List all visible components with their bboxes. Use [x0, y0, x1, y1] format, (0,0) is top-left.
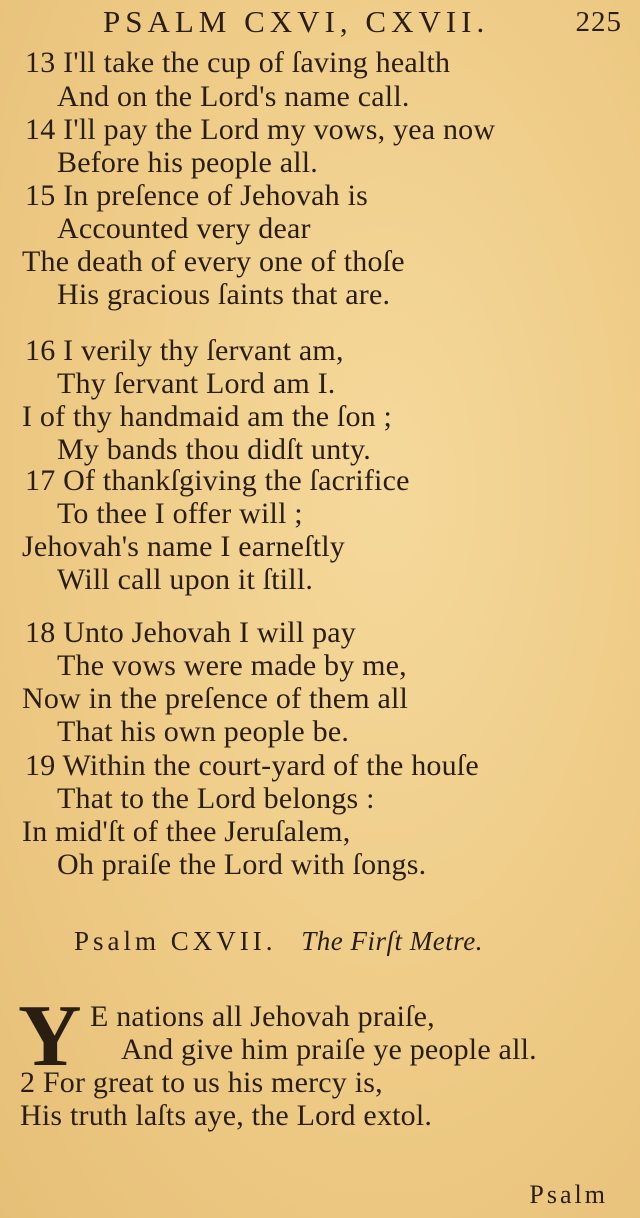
psalm-heading	[74, 926, 483, 957]
verse-line: 16 I verily thy ſervant am,	[25, 334, 344, 367]
verse-line: 18 Unto Jehovah I will pay	[25, 616, 356, 649]
running-head: PSALM CXVI, CXVII.	[103, 4, 490, 39]
verse-line: That his own people be.	[57, 715, 350, 748]
verse-line: Jehovah's name I earneſtly	[22, 530, 345, 563]
verse-line: And give him praiſe ye people all.	[121, 1033, 537, 1066]
page-number: 225	[575, 6, 622, 38]
verse-line: Will call upon it ſtill.	[57, 563, 314, 596]
verse-line: E nations all Jehovah praiſe,	[90, 1000, 435, 1033]
catchword: Psalm	[529, 1180, 608, 1209]
verse-line: The death of every one of thoſe	[22, 245, 405, 278]
verse-line: His truth laſts aye, the Lord extol.	[20, 1099, 433, 1132]
verse-line: Now in the preſence of them all	[22, 682, 409, 715]
verse-line: I of thy handmaid am the ſon ;	[22, 400, 393, 433]
verse-line: 17 Of thankſgiving the ſacrifice	[25, 464, 410, 497]
verse-line: 13 I'll take the cup of ſaving health	[25, 46, 451, 79]
verse-line: 19 Within the court-yard of the houſe	[25, 749, 479, 782]
verse-line: 15 In preſence of Jehovah is	[25, 179, 368, 212]
verse-line: And on the Lord's name call.	[57, 80, 410, 113]
verse-line: In mid'ſt of thee Jeruſalem,	[22, 815, 351, 848]
verse-line: His gracious ſaints that are.	[57, 278, 391, 311]
verse-line: 14 I'll pay the Lord my vows, yea now	[25, 113, 496, 146]
verse-line: To thee I offer will ;	[57, 497, 303, 530]
drop-cap: Y	[18, 988, 82, 1085]
verse-line: Before his people all.	[57, 146, 318, 179]
page-header	[0, 4, 630, 44]
verse-line: My bands thou didſt unty.	[57, 433, 371, 466]
verse-line: That to the Lord belongs :	[57, 782, 375, 815]
verse-line: Accounted very dear	[57, 212, 311, 245]
verse-line: The vows were made by me,	[57, 649, 407, 682]
verse-line: 2 For great to us his mercy is,	[20, 1066, 383, 1099]
psalm-heading-metre: The Firſt Metre.	[301, 926, 483, 956]
verse-line: Oh praiſe the Lord with ſongs.	[57, 848, 427, 881]
psalm-heading-name: Psalm CXVII.	[74, 926, 277, 956]
verse-line: Thy ſervant Lord am I.	[57, 367, 336, 400]
